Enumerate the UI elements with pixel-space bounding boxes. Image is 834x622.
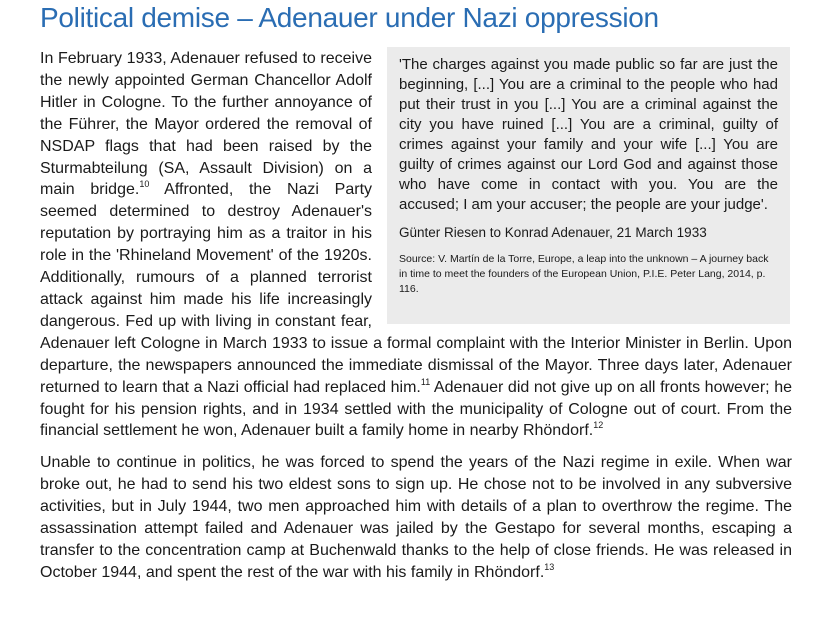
section-heading: Political demise – Adenauer under Nazi oppression [40,2,659,33]
paragraph-2-text: Unable to continue in politics, he was forced to spend the years of the Nazi regime in exile. When war broke out, he had to send his two eldest sons to sign up. He chose not to be involved in any subversive activities, but in July 1944, two men approached him with details of a plan to overthrow the regime. The assassination attempt failed and Adenauer was jailed by the Gestapo for several months, escaping a transfer to the concentration camp at Buchenwald thanks to the help of close friends. He was released in October 1944, and spent the rest of the war with his family in Rhöndorf. [40,454,792,581]
footnote-ref-13: 13 [544,561,555,572]
paragraph-2 [40,452,792,583]
quote-box [387,47,790,324]
quote-text: 'The charges against you made public so far are just the beginning, [...] You are a criminal to the people who had put their trust in you [...] You are a criminal against the city you have ruined [...] You are a criminal, guilty of crimes against your family and your wife [...] You are guilty of crimes against our Lord God and against those who have come in contact with you. You are the accused; I am your accuser; the people are your judge'. [399,56,778,213]
footnote-ref-12: 12 [593,420,604,431]
paragraph-1-part-2: Affronted, the Nazi Party seemed determined to destroy Adenauer's reputation by portraying him as a traitor in his role in the 'Rhineland Movement' of the 1920s. Additionally, rumours of a planned terrorist attack against him made his life increasingly dangerous. Fed up with living in constant fear, Adenauer left Cologne in March 1933 to issue a formal complaint with the Interior Minister in Berlin. Upon departure, the newspapers announced the immediate dismissal of the Mayor. Three days later, Adenauer returned to learn that a Nazi official had replaced him. [40,181,792,396]
footnote-ref-11: 11 [420,376,431,387]
quote-attribution: Günter Riesen to Konrad Adenauer, 21 March 1933 [399,225,707,240]
paragraph-1-part-1: In February 1933, Adenauer refused to receive the newly appointed German Chancellor Adolf Hitler in Cologne. To the further annoyance of the Führer, the Mayor ordered the removal of NSDAP flags that had been raised by the Sturmabteilung (SA, Assault Division) on a main bridge. [40,50,372,199]
paragraph-1-part-3: Adenauer did not give up on all fronts however; he fought for his pension rights, and in 1934 settled with the municipality of Cologne out of court. From the financial settlement he won, Adenauer built a family home in nearby Rhöndorf. [40,378,792,440]
footnote-ref-10: 10 [139,179,150,190]
quote-source: Source: V. Martín de la Torre, Europe, a leap into the unknown – A journey back in time to meet the founders of the European Union, P.I.E. Peter Lang, 2014, p. 116. [399,253,769,295]
